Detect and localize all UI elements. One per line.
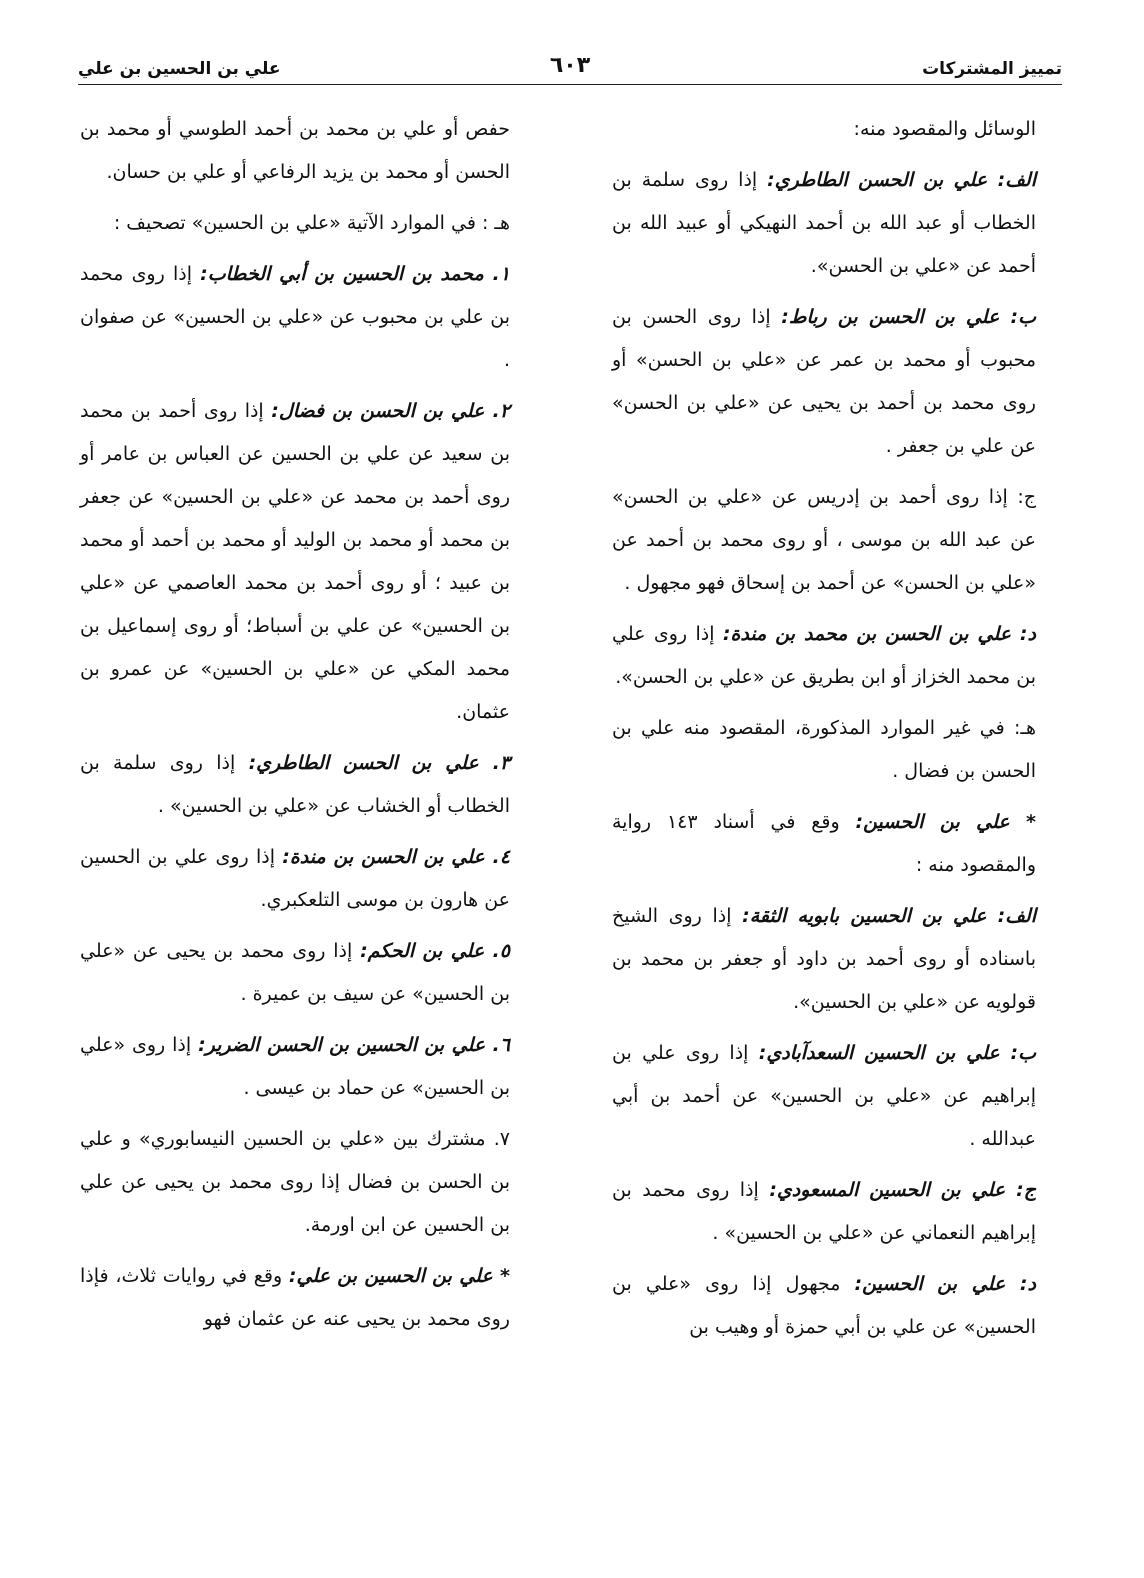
paragraph: ج: علي بن الحسين المسعودي: إذا روى محمد بن إبراهيم النعماني عن «علي بن الحسين» . (612, 1179, 1036, 1244)
left-column (80, 108, 510, 1347)
book-section-title: تمييز المشتركات (922, 59, 1062, 79)
paragraph: ج: إذا روى أحمد بن إدريس عن «علي بن الحسن» عن عبد الله بن موسى ، أو روى محمد بن أحمد عن «علي بن الحسن» عن أحمد بن إسحاق فهو مجهول . (612, 486, 1036, 594)
entry-paragraph: * علي بن الحسين: وقع في أسناد ١٤٣ رواية والمقصود منه : (612, 811, 1036, 876)
numbered-item: ١. محمد بن الحسين بن أبي الخطاب: إذا روى محمد بن علي بن محبوب عن «علي بن الحسين» عن صفوان . (80, 263, 510, 371)
running-header (78, 42, 1062, 85)
numbered-item: ٣. علي بن الحسن الطاطري: إذا روى سلمة بن الخطاب أو الخشاب عن «علي بن الحسين» . (80, 752, 510, 817)
numbered-item: ٢. علي بن الحسن بن فضال: إذا روى أحمد بن محمد بن سعيد عن علي بن الحسين عن العباس بن عامر أو روى أحمد بن محمد عن «علي بن الحسين» عن جعفر بن محمد أو محمد بن الوليد أو محمد بن أحمد أو محمد بن عبيد ؛ أو روى أحمد بن محمد العاصمي عن «علي بن الحسين» عن علي بن أسباط؛ أو روى إسماعيل بن محمد المكي عن «علي بن الحسين» عن عمرو بن عثمان. (80, 400, 510, 723)
paragraph: هـ: في غير الموارد المذكورة، المقصود منه علي بن الحسن بن فضال . (612, 717, 1036, 782)
paragraph: د: علي بن الحسن بن محمد بن مندة: إذا روى علي بن محمد الخزاز أو ابن بطريق عن «علي بن الحسن». (612, 623, 1036, 688)
paragraph: الف: علي بن الحسين بابويه الثقة: إذا روى الشيخ باسناده أو روى أحمد بن داود أو جعفر بن محمد بن قولويه عن «علي بن الحسين». (612, 905, 1036, 1013)
paragraph: ب: علي بن الحسن بن رباط: إذا روى الحسن بن محبوب أو محمد بن عمر عن «علي بن الحسن» أو روى محمد بن أحمد بن يحيى عن «علي بن الحسن» عن علي بن جعفر . (612, 306, 1036, 457)
paragraph: ب: علي بن الحسين السعدآبادي: إذا روى علي بن إبراهيم عن «علي بن الحسين» عن أحمد بن أبي عبدالله . (612, 1042, 1036, 1150)
paragraph: الف: علي بن الحسن الطاطري: إذا روى سلمة بن الخطاب أو عبد الله بن أحمد النهيكي أو عبيد الله بن أحمد عن «علي بن الحسن». (612, 169, 1036, 277)
entry-heading: علي بن الحسين بن علي (78, 59, 281, 79)
paragraph: حفص أو علي بن محمد بن أحمد الطوسي أو محمد بن الحسن أو محمد بن يزيد الرفاعي أو علي بن حسان. (80, 118, 510, 183)
paragraph: هـ : في الموارد الآتية «علي بن الحسين» تصحيف : (113, 212, 510, 234)
numbered-item: ٤. علي بن الحسن بن مندة: إذا روى علي بن الحسين عن هارون بن موسى التلعكبري. (80, 846, 510, 911)
numbered-item: ٦. علي بن الحسين بن الحسن الضرير: إذا روى «علي بن الحسين» عن حماد بن عيسى . (80, 1034, 510, 1099)
page-number: ٦٠٣ (549, 53, 591, 78)
numbered-item: ٥. علي بن الحكم: إذا روى محمد بن يحيى عن «علي بن الحسين» عن سيف بن عميرة . (80, 940, 510, 1005)
paragraph: د: علي بن الحسين: مجهول إذا روى «علي بن الحسين» عن علي بن أبي حمزة أو وهيب بن (612, 1273, 1036, 1338)
numbered-item: ٧. مشترك بين «علي بن الحسين النيسابوري» و علي بن الحسن بن فضال إذا روى محمد بن يحيى عن علي بن الحسين عن ابن اورمة. (80, 1128, 510, 1236)
paragraph: الوسائل والمقصود منه: (853, 118, 1036, 140)
entry-paragraph: * علي بن الحسين بن علي: وقع في روايات ثلاث، فإذا روى محمد بن يحيى عنه عن عثمان فهو (80, 1265, 510, 1330)
right-column (612, 108, 1036, 1355)
